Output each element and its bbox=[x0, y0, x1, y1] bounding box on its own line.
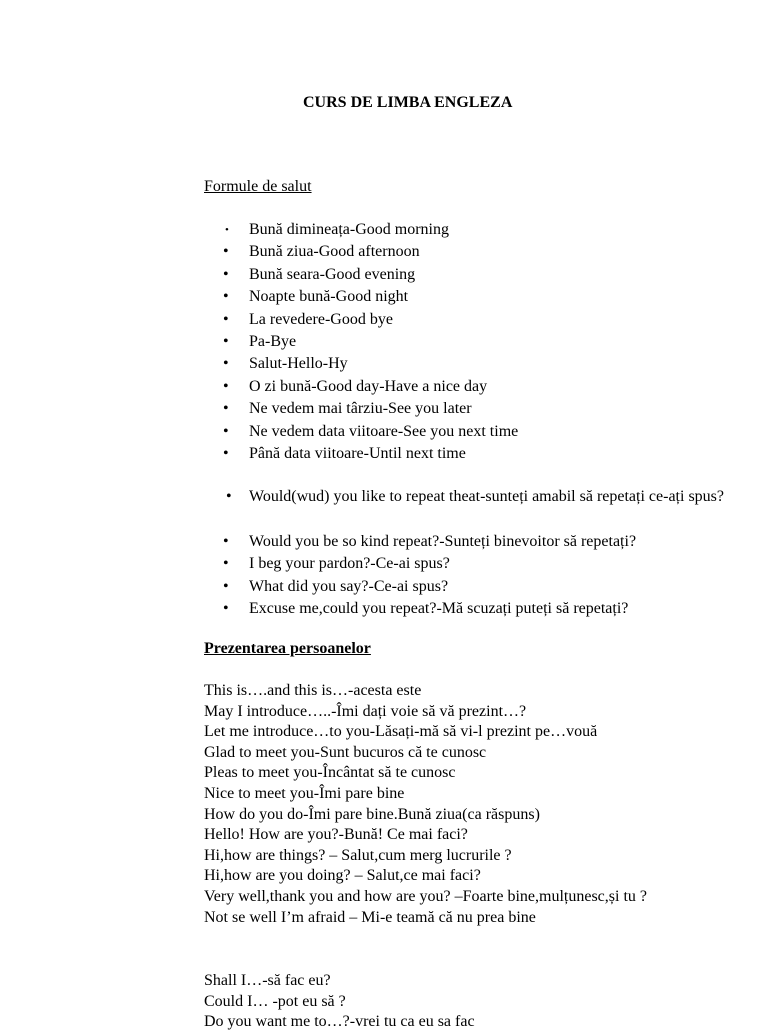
bullet-icon: • bbox=[223, 332, 229, 350]
list-item: • Bună dimineața-Good morning bbox=[226, 219, 746, 241]
section-heading-greetings: Formule de salut bbox=[204, 178, 312, 195]
text-line: How do you do-Îmi pare bine.Bună ziua(ca răspuns) bbox=[204, 805, 540, 823]
repeat-phrases-list bbox=[223, 486, 746, 620]
list-item: • What did you say?-Ce-ai spus? bbox=[226, 576, 746, 598]
text-line: Not se well I’m afraid – Mi-e teamă că nu prea bine bbox=[204, 908, 536, 926]
bullet-icon: • bbox=[225, 224, 229, 236]
greetings-list bbox=[223, 219, 746, 465]
text-line: Hello! How are you?-Bună! Ce mai faci? bbox=[204, 826, 468, 844]
text-line: Hi,how are you doing? – Salut,ce mai faci? bbox=[204, 867, 481, 885]
text-line: Nice to meet you-Îmi pare bine bbox=[204, 784, 405, 802]
text-line: This is….and this is…-acesta este bbox=[204, 682, 422, 699]
text-line: Pleas to meet you-Încântat să te cunosc bbox=[204, 764, 456, 782]
list-item: • Bună ziua-Good afternoon bbox=[226, 241, 746, 263]
document-title-text: CURS DE LIMBA ENGLEZA bbox=[303, 94, 513, 111]
list-item: • Ne vedem data viitoare-See you next time bbox=[226, 421, 746, 443]
bullet-icon: • bbox=[226, 488, 232, 505]
bullet-icon: • bbox=[223, 377, 229, 395]
list-item: • Până data viitoare-Until next time bbox=[226, 443, 746, 465]
text-line: Very well,thank you and how are you? –Foarte bine,mulțunesc,și tu ? bbox=[204, 887, 647, 905]
list-item: • Bună seara-Good evening bbox=[226, 264, 746, 286]
bullet-icon: • bbox=[223, 444, 229, 462]
bullet-icon: • bbox=[223, 310, 229, 328]
list-item: • Ne vedem mai târziu-See you later bbox=[226, 398, 746, 420]
bullet-icon: • bbox=[223, 265, 229, 283]
list-item: • Would you be so kind repeat?-Sunteți binevoitor să repetați? bbox=[226, 531, 746, 553]
list-item: • Would(wud) you like to repeat theat-sunteți amabil să repetați ce-ați spus? bbox=[226, 486, 746, 531]
text-line: Could I… -pot eu să ? bbox=[204, 992, 346, 1010]
list-item: • La revedere-Good bye bbox=[226, 309, 746, 331]
section-heading-introductions: Prezentarea persoanelor bbox=[204, 640, 371, 657]
list-item: • Pa-Bye bbox=[226, 331, 746, 353]
bullet-icon: • bbox=[223, 400, 229, 418]
bullet-icon: • bbox=[223, 577, 229, 595]
text-line: Let me introduce…to you-Lăsați-mă să vi-l prezint pe…vouă bbox=[204, 723, 598, 741]
bullet-icon: • bbox=[223, 243, 229, 261]
bullet-icon: • bbox=[223, 555, 229, 573]
list-item: • O zi bună-Good day-Have a nice day bbox=[226, 376, 746, 398]
list-item: • Noapte bună-Good night bbox=[226, 286, 746, 308]
list-item: • Salut-Hello-Hy bbox=[226, 353, 746, 375]
text-line: Shall I…-să fac eu? bbox=[204, 972, 331, 989]
bullet-icon: • bbox=[223, 422, 229, 440]
bullet-icon: • bbox=[223, 599, 229, 617]
list-item: • I beg your pardon?-Ce-ai spus? bbox=[226, 553, 746, 575]
document-title bbox=[303, 94, 512, 112]
text-line: May I introduce…..-Îmi dați voie să vă prezint…? bbox=[204, 702, 527, 720]
text-line: Do you want me to…?-vrei tu ca eu sa fac bbox=[204, 1013, 475, 1031]
bullet-icon: • bbox=[223, 355, 229, 373]
text-line: Hi,how are things? – Salut,cum merg lucrurile ? bbox=[204, 846, 512, 864]
text-line: Glad to meet you-Sunt bucuros că te cunosc bbox=[204, 743, 487, 761]
introductions-lines bbox=[204, 681, 647, 928]
list-item: • Excuse me,could you repeat?-Mă scuzați puteți să repetați? bbox=[226, 598, 746, 620]
bullet-icon: • bbox=[223, 288, 229, 306]
bullet-icon: • bbox=[223, 532, 229, 550]
